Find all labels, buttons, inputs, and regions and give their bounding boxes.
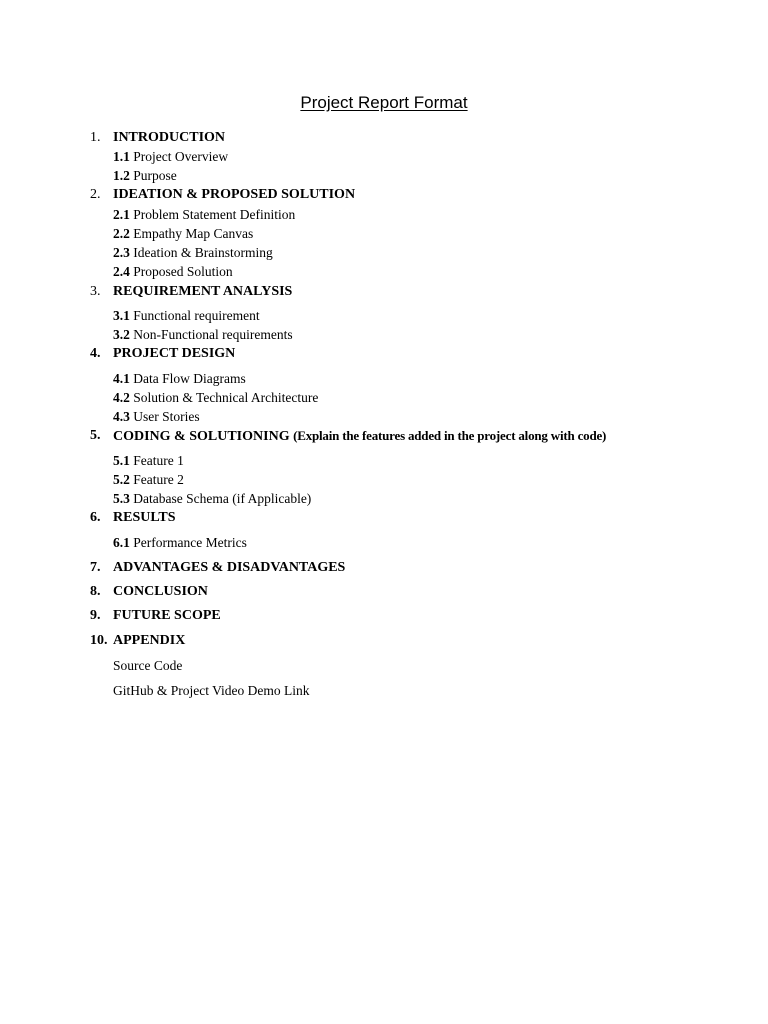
- subsection-item: [113, 148, 228, 166]
- section-heading-note: (Explain the features added in the project along with code): [293, 428, 607, 443]
- section-heading: [113, 427, 606, 446]
- subsection-item: [113, 326, 293, 344]
- section-heading: FUTURE SCOPE: [113, 608, 221, 623]
- appendix-item: [113, 682, 310, 700]
- subsection-item: [113, 167, 177, 185]
- section-number: 6.: [90, 510, 101, 525]
- subsection-item: [113, 244, 273, 262]
- subsection-item: [113, 534, 247, 552]
- subsection-number: 5.3: [113, 491, 130, 506]
- subsection-number: 1.1: [113, 149, 130, 164]
- section-heading: APPENDIX: [113, 633, 186, 648]
- subsection-number: 5.2: [113, 472, 130, 487]
- page-title: Project Report Format: [300, 93, 468, 112]
- section-heading: ADVANTAGES & DISADVANTAGES: [113, 560, 346, 575]
- subsection-text: Database Schema (if Applicable): [133, 491, 312, 506]
- subsection-text: Feature 2: [133, 472, 184, 487]
- subsection-item: [113, 452, 184, 470]
- subsection-number: 4.1: [113, 371, 130, 386]
- subsection-number: 2.4: [113, 264, 130, 279]
- appendix-item: [113, 657, 182, 675]
- subsection-number: 3.1: [113, 308, 130, 323]
- section-number: 5.: [90, 428, 101, 443]
- section-number: 9.: [90, 608, 101, 623]
- section-number: 1.: [90, 130, 101, 145]
- subsection-text: Problem Statement Definition: [133, 207, 296, 222]
- section-heading: RESULTS: [113, 510, 176, 525]
- subsection-item: [113, 370, 246, 388]
- subsection-text: Functional requirement: [133, 308, 260, 323]
- section-number: 4.: [90, 346, 101, 361]
- subsection-number: 2.3: [113, 245, 130, 260]
- subsection-number: 2.2: [113, 226, 130, 241]
- section-number: 10.: [90, 633, 108, 648]
- section-heading: CONCLUSION: [113, 584, 208, 599]
- subsection-text: Performance Metrics: [133, 535, 247, 550]
- subsection-text: Empathy Map Canvas: [133, 226, 254, 241]
- subsection-item: [113, 263, 233, 281]
- subsection-text: Proposed Solution: [133, 264, 233, 279]
- subsection-text: Data Flow Diagrams: [133, 371, 246, 386]
- section-heading: INTRODUCTION: [113, 130, 226, 145]
- subsection-item: [113, 471, 184, 489]
- subsection-text: Purpose: [133, 168, 177, 183]
- subsection-text: Project Overview: [133, 149, 229, 164]
- subsection-text: Feature 1: [133, 453, 184, 468]
- subsection-text: Solution & Technical Architecture: [133, 390, 319, 405]
- section-heading: PROJECT DESIGN: [113, 346, 236, 361]
- section-number: 8.: [90, 584, 101, 599]
- subsection-text: User Stories: [133, 409, 200, 424]
- subsection-number: 3.2: [113, 327, 130, 342]
- subsection-text: Non-Functional requirements: [133, 327, 293, 342]
- section-heading: IDEATION & PROPOSED SOLUTION: [113, 187, 356, 202]
- subsection-number: 1.2: [113, 168, 130, 183]
- subsection-number: 4.2: [113, 390, 130, 405]
- subsection-item: [113, 225, 253, 243]
- section-heading-text: CODING & SOLUTIONING: [113, 429, 290, 444]
- subsection-number: 2.1: [113, 207, 130, 222]
- subsection-text: Ideation & Brainstorming: [133, 245, 273, 260]
- subsection-item: [113, 307, 260, 325]
- subsection-item: [113, 408, 200, 426]
- subsection-number: 5.1: [113, 453, 130, 468]
- section-number: 2.: [90, 187, 101, 202]
- subsection-item: [113, 389, 318, 407]
- subsection-text: GitHub & Project Video Demo Link: [113, 683, 310, 698]
- subsection-text: Source Code: [113, 658, 183, 673]
- section-number: 3.: [90, 284, 101, 299]
- section-number: 7.: [90, 560, 101, 575]
- subsection-number: 6.1: [113, 535, 130, 550]
- subsection-item: [113, 490, 311, 508]
- subsection-item: [113, 206, 295, 224]
- subsection-number: 4.3: [113, 409, 130, 424]
- section-heading: REQUIREMENT ANALYSIS: [113, 284, 293, 299]
